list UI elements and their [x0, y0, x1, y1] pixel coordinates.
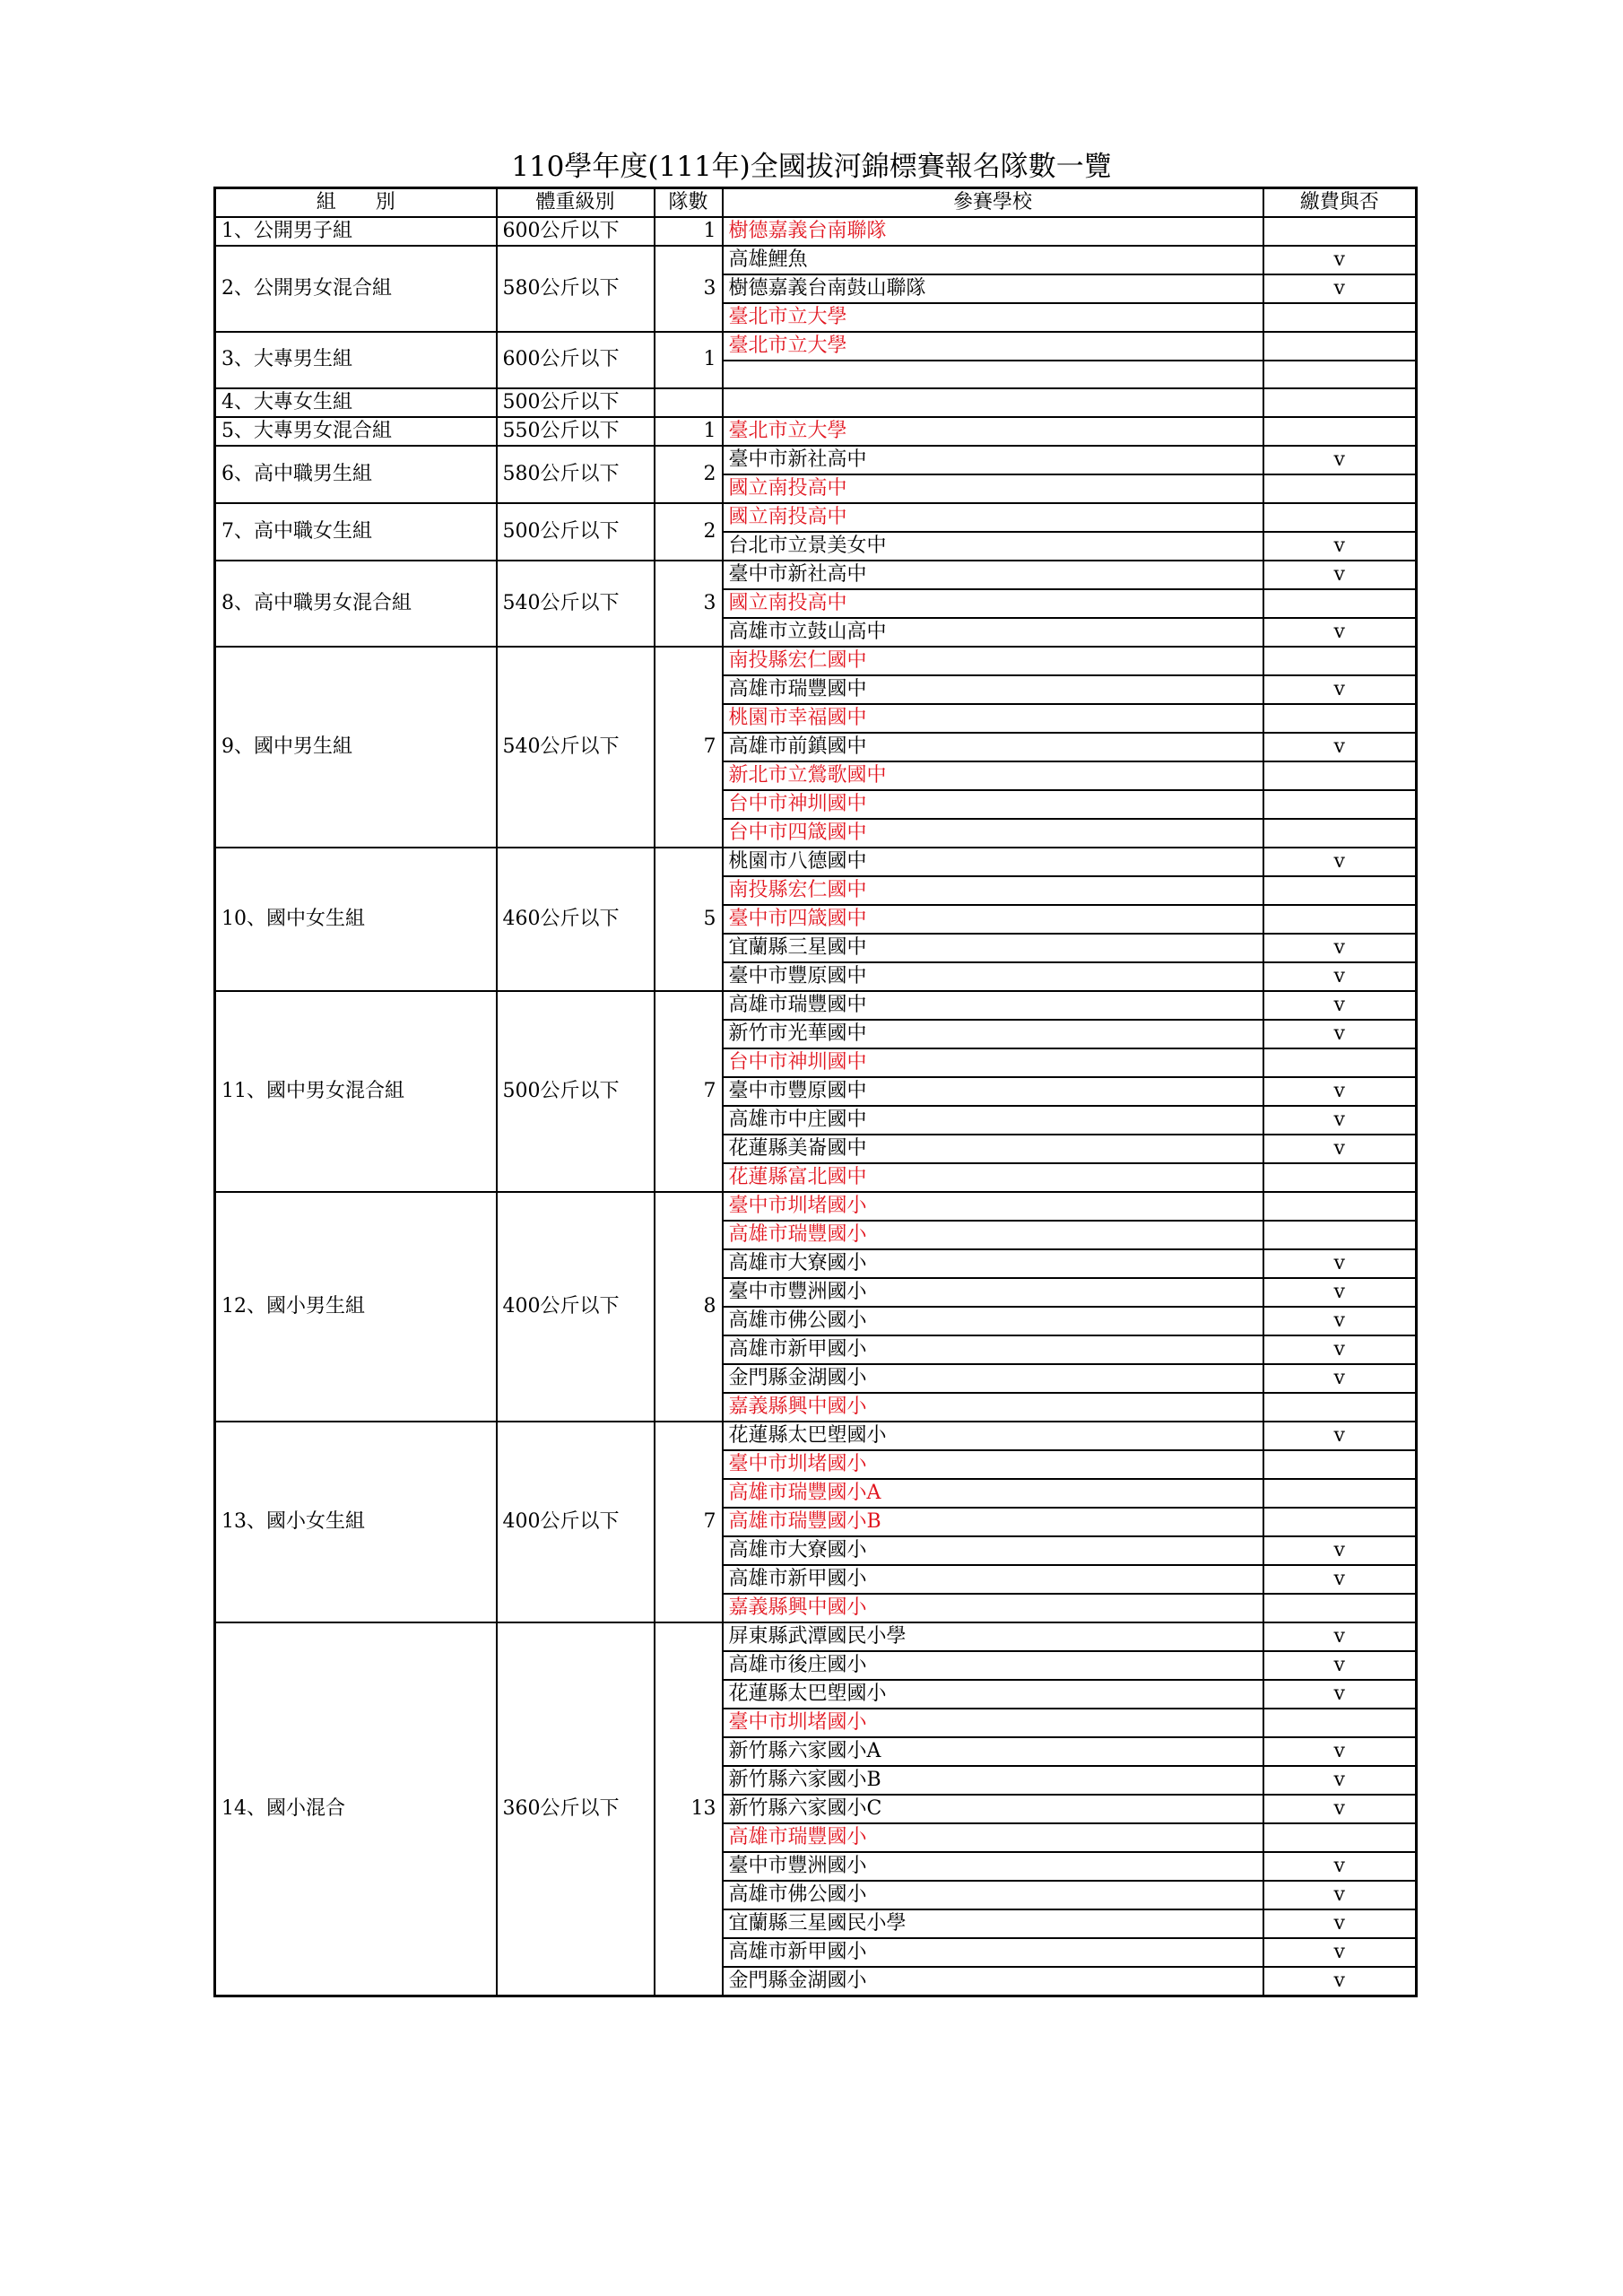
team-count: 7	[655, 991, 723, 1192]
school-name: 台北市立景美女中	[723, 532, 1263, 561]
payment-status: v	[1263, 1737, 1417, 1766]
payment-status	[1263, 905, 1417, 934]
group-name: 12、國小男生組	[215, 1192, 497, 1422]
table-row	[215, 246, 1417, 274]
team-count: 7	[655, 1422, 723, 1622]
school-name: 金門縣金湖國小	[723, 1967, 1263, 1996]
group-name: 5、大專男女混合組	[215, 417, 497, 446]
weight-class: 600公斤以下	[497, 217, 655, 246]
school-name: 高雄市大寮國小	[723, 1249, 1263, 1278]
payment-status	[1263, 1393, 1417, 1422]
school-name	[723, 388, 1263, 417]
school-name: 台中市四箴國中	[723, 819, 1263, 848]
team-count	[655, 388, 723, 417]
school-name	[723, 361, 1263, 388]
school-name: 臺北市立大學	[723, 332, 1263, 361]
school-name: 高雄市瑞豐國中	[723, 991, 1263, 1020]
payment-status	[1263, 1450, 1417, 1479]
school-name: 桃園市八德國中	[723, 848, 1263, 876]
weight-class: 500公斤以下	[497, 503, 655, 561]
school-name: 臺中市新社高中	[723, 561, 1263, 589]
payment-status: v	[1263, 934, 1417, 962]
school-name: 高雄市瑞豐國中	[723, 675, 1263, 704]
payment-status: v	[1263, 1967, 1417, 1996]
school-name: 金門縣金湖國小	[723, 1364, 1263, 1393]
team-count: 3	[655, 561, 723, 647]
table-row	[215, 1622, 1417, 1651]
school-name: 國立南投高中	[723, 589, 1263, 618]
payment-status: v	[1263, 1249, 1417, 1278]
header-paid: 繳費與否	[1263, 188, 1417, 218]
payment-status: v	[1263, 1938, 1417, 1967]
table-row	[215, 446, 1417, 474]
group-name: 6、高中職男生組	[215, 446, 497, 503]
school-name: 新北市立鶯歌國中	[723, 761, 1263, 790]
school-name: 臺中市圳堵國小	[723, 1709, 1263, 1737]
team-count: 1	[655, 332, 723, 388]
school-name: 高雄市新甲國小	[723, 1335, 1263, 1364]
school-name: 樹德嘉義台南鼓山聯隊	[723, 274, 1263, 303]
group-name: 14、國小混合	[215, 1622, 497, 1996]
payment-status: v	[1263, 274, 1417, 303]
school-name: 花蓮縣美崙國中	[723, 1135, 1263, 1163]
school-name: 高雄市新甲國小	[723, 1938, 1263, 1967]
school-name: 臺中市豐洲國小	[723, 1278, 1263, 1307]
team-count: 2	[655, 446, 723, 503]
school-name: 高雄市佛公國小	[723, 1881, 1263, 1909]
payment-status: v	[1263, 962, 1417, 991]
payment-status: v	[1263, 848, 1417, 876]
weight-class: 600公斤以下	[497, 332, 655, 388]
school-name: 花蓮縣富北國中	[723, 1163, 1263, 1192]
payment-status: v	[1263, 1565, 1417, 1594]
payment-status: v	[1263, 991, 1417, 1020]
school-name: 新竹縣六家國小A	[723, 1737, 1263, 1766]
group-name: 11、國中男女混合組	[215, 991, 497, 1192]
school-name: 台中市神圳國中	[723, 790, 1263, 819]
weight-class: 500公斤以下	[497, 388, 655, 417]
payment-status: v	[1263, 1651, 1417, 1680]
school-name: 樹德嘉義台南聯隊	[723, 217, 1263, 246]
table-row	[215, 217, 1417, 246]
header-row	[215, 188, 1417, 218]
weight-class: 400公斤以下	[497, 1192, 655, 1422]
group-name: 4、大專女生組	[215, 388, 497, 417]
payment-status	[1263, 647, 1417, 675]
table-row	[215, 1192, 1417, 1221]
payment-status: v	[1263, 675, 1417, 704]
payment-status: v	[1263, 1020, 1417, 1048]
school-name: 高雄市後庄國小	[723, 1651, 1263, 1680]
weight-class: 360公斤以下	[497, 1622, 655, 1996]
group-name: 7、高中職女生組	[215, 503, 497, 561]
header-count: 隊數	[655, 188, 723, 218]
payment-status	[1263, 388, 1417, 417]
weight-class: 550公斤以下	[497, 417, 655, 446]
payment-status: v	[1263, 1278, 1417, 1307]
school-name: 高雄市瑞豐國小	[723, 1221, 1263, 1249]
school-name: 桃園市幸福國中	[723, 704, 1263, 733]
payment-status	[1263, 1823, 1417, 1852]
payment-status: v	[1263, 1680, 1417, 1709]
weight-class: 460公斤以下	[497, 848, 655, 991]
group-name: 3、大專男生組	[215, 332, 497, 388]
school-name: 嘉義縣興中國小	[723, 1393, 1263, 1422]
payment-status: v	[1263, 1307, 1417, 1335]
payment-status	[1263, 1192, 1417, 1221]
school-name: 臺中市豐洲國小	[723, 1852, 1263, 1881]
school-name: 臺中市圳堵國小	[723, 1450, 1263, 1479]
group-name: 1、公開男子組	[215, 217, 497, 246]
team-count: 1	[655, 217, 723, 246]
page-title: 110學年度(111年)全國拔河錦標賽報名隊數一覽	[511, 151, 1112, 183]
school-name: 高雄市立鼓山高中	[723, 618, 1263, 647]
table-row	[215, 1422, 1417, 1450]
school-name: 嘉義縣興中國小	[723, 1594, 1263, 1622]
payment-status	[1263, 1594, 1417, 1622]
payment-status: v	[1263, 1622, 1417, 1651]
group-name: 13、國小女生組	[215, 1422, 497, 1622]
payment-status: v	[1263, 1766, 1417, 1795]
table-row	[215, 388, 1417, 417]
team-count: 8	[655, 1192, 723, 1422]
school-name: 花蓮縣太巴塱國小	[723, 1422, 1263, 1450]
payment-status: v	[1263, 246, 1417, 274]
payment-status: v	[1263, 1795, 1417, 1823]
school-name: 宜蘭縣三星國民小學	[723, 1909, 1263, 1938]
table-row	[215, 417, 1417, 446]
payment-status: v	[1263, 733, 1417, 761]
payment-status	[1263, 1163, 1417, 1192]
school-name: 國立南投高中	[723, 503, 1263, 532]
payment-status	[1263, 303, 1417, 332]
table-row	[215, 647, 1417, 675]
school-name: 高雄鯉魚	[723, 246, 1263, 274]
payment-status: v	[1263, 1852, 1417, 1881]
payment-status: v	[1263, 1077, 1417, 1106]
payment-status	[1263, 417, 1417, 446]
weight-class: 500公斤以下	[497, 991, 655, 1192]
payment-status	[1263, 790, 1417, 819]
school-name: 臺中市豐原國中	[723, 962, 1263, 991]
school-name: 台中市神圳國中	[723, 1048, 1263, 1077]
payment-status: v	[1263, 446, 1417, 474]
payment-status: v	[1263, 1536, 1417, 1565]
header-weight: 體重級別	[497, 188, 655, 218]
group-name: 9、國中男生組	[215, 647, 497, 848]
payment-status: v	[1263, 1106, 1417, 1135]
header-group: 組 別	[215, 188, 497, 218]
school-name: 臺中市新社高中	[723, 446, 1263, 474]
team-count: 3	[655, 246, 723, 332]
school-name: 高雄市新甲國小	[723, 1565, 1263, 1594]
weight-class: 540公斤以下	[497, 647, 655, 848]
weight-class: 400公斤以下	[497, 1422, 655, 1622]
school-name: 高雄市瑞豐國小	[723, 1823, 1263, 1852]
payment-status	[1263, 332, 1417, 361]
school-name: 臺北市立大學	[723, 417, 1263, 446]
payment-status	[1263, 1221, 1417, 1249]
school-name: 高雄市佛公國小	[723, 1307, 1263, 1335]
header-school: 參賽學校	[723, 188, 1263, 218]
table-row	[215, 503, 1417, 532]
school-name: 高雄市瑞豐國小B	[723, 1508, 1263, 1536]
payment-status	[1263, 1709, 1417, 1737]
payment-status	[1263, 1479, 1417, 1508]
table-row	[215, 561, 1417, 589]
payment-status: v	[1263, 1364, 1417, 1393]
payment-status	[1263, 589, 1417, 618]
registration-table	[213, 187, 1418, 1997]
payment-status: v	[1263, 561, 1417, 589]
payment-status: v	[1263, 1909, 1417, 1938]
school-name: 臺中市四箴國中	[723, 905, 1263, 934]
school-name: 臺中市豐原國中	[723, 1077, 1263, 1106]
payment-status	[1263, 1508, 1417, 1536]
payment-status	[1263, 503, 1417, 532]
school-name: 新竹市光華國中	[723, 1020, 1263, 1048]
team-count: 7	[655, 647, 723, 848]
team-count: 1	[655, 417, 723, 446]
group-name: 2、公開男女混合組	[215, 246, 497, 332]
payment-status	[1263, 761, 1417, 790]
school-name: 南投縣宏仁國中	[723, 876, 1263, 905]
table-row	[215, 991, 1417, 1020]
school-name: 國立南投高中	[723, 474, 1263, 503]
school-name: 花蓮縣太巴塱國小	[723, 1680, 1263, 1709]
payment-status	[1263, 704, 1417, 733]
payment-status: v	[1263, 1881, 1417, 1909]
payment-status: v	[1263, 1422, 1417, 1450]
table-body	[215, 217, 1417, 1996]
school-name: 臺北市立大學	[723, 303, 1263, 332]
payment-status: v	[1263, 1335, 1417, 1364]
group-name: 8、高中職男女混合組	[215, 561, 497, 647]
payment-status	[1263, 876, 1417, 905]
group-name: 10、國中女生組	[215, 848, 497, 991]
team-count: 5	[655, 848, 723, 991]
payment-status	[1263, 819, 1417, 848]
table-row	[215, 848, 1417, 876]
payment-status	[1263, 361, 1417, 388]
payment-status	[1263, 474, 1417, 503]
payment-status: v	[1263, 618, 1417, 647]
school-name: 臺中市圳堵國小	[723, 1192, 1263, 1221]
school-name: 高雄市中庄國中	[723, 1106, 1263, 1135]
school-name: 新竹縣六家國小C	[723, 1795, 1263, 1823]
school-name: 高雄市前鎮國中	[723, 733, 1263, 761]
weight-class: 580公斤以下	[497, 446, 655, 503]
school-name: 南投縣宏仁國中	[723, 647, 1263, 675]
payment-status: v	[1263, 532, 1417, 561]
school-name: 新竹縣六家國小B	[723, 1766, 1263, 1795]
team-count: 2	[655, 503, 723, 561]
school-name: 宜蘭縣三星國中	[723, 934, 1263, 962]
weight-class: 540公斤以下	[497, 561, 655, 647]
payment-status	[1263, 217, 1417, 246]
school-name: 高雄市瑞豐國小A	[723, 1479, 1263, 1508]
team-count: 13	[655, 1622, 723, 1996]
table-row	[215, 332, 1417, 361]
weight-class: 580公斤以下	[497, 246, 655, 332]
payment-status: v	[1263, 1135, 1417, 1163]
payment-status	[1263, 1048, 1417, 1077]
school-name: 高雄市大寮國小	[723, 1536, 1263, 1565]
school-name: 屏東縣武潭國民小學	[723, 1622, 1263, 1651]
